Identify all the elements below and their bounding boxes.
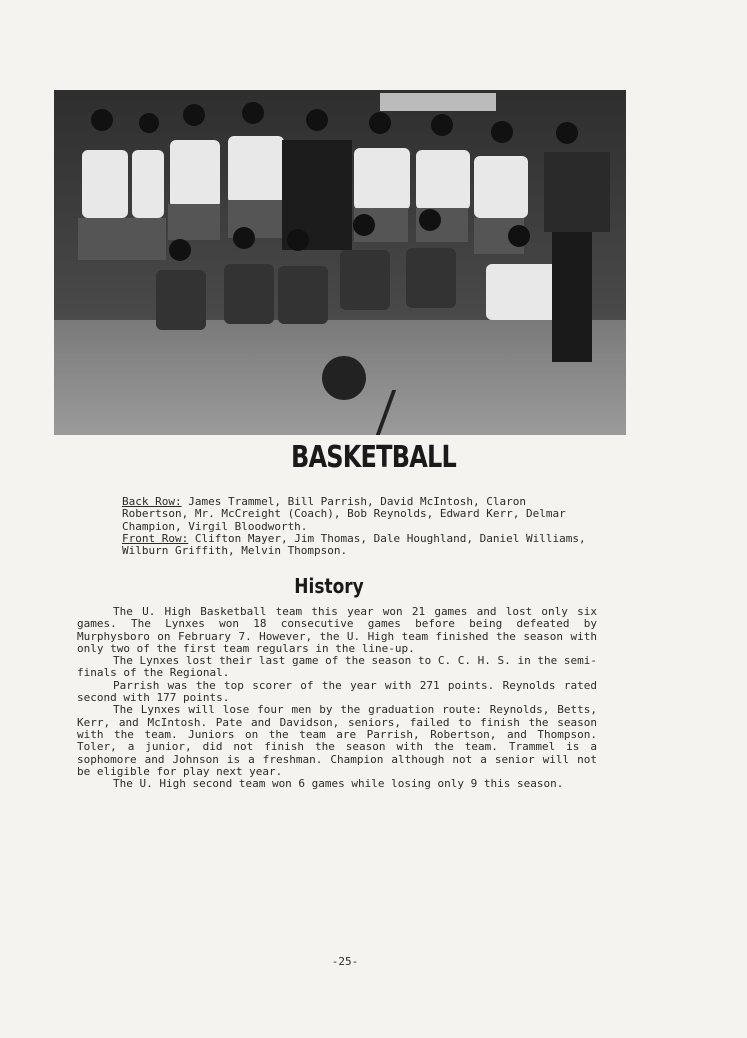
front-row-names: Clifton Mayer, Jim Thomas, Dale Houghland, Daniel Williams, Wilburn Griffith, Melvin Thompson. bbox=[122, 531, 586, 558]
page-title: BASKETBALL bbox=[291, 440, 456, 475]
team-photo bbox=[54, 90, 626, 435]
history-paragraph: Parrish was the top scorer of the year with 271 points. Reynolds rated second with 177 points. bbox=[77, 678, 597, 705]
history-paragraph: The U. High second team won 6 games while losing only 9 this season. bbox=[113, 777, 564, 791]
front-row-label: Front Row: bbox=[122, 531, 189, 545]
players-illustration bbox=[54, 90, 626, 435]
history-body bbox=[77, 606, 597, 790]
history-paragraph: The Lynxes lost their last game of the season to C. C. H. S. in the semi-finals of the Regional. bbox=[77, 654, 597, 680]
history-paragraph: The Lynxes will lose four men by the graduation route: Reynolds, Betts, Kerr, and McIntosh. Pate and Davidson, seniors, failed to finish the season with the team. Juniors on the team are Parrish, Robertson, and Thompson. Toler, a junior, did not finish the season with the team. Trammel is a sophomore and Johnson is a freshman. Champion although not a senior will not be eligible for play next year. bbox=[77, 703, 597, 778]
history-paragraph: The U. High Basketball team this year won 21 games and lost only six games. The Lynxes won 18 consecutive games before being defeated by Murphysboro on February 7. However, the U. High team finished the season with only two of the first team regulars in the line-up. bbox=[77, 605, 597, 655]
history-heading: History bbox=[294, 574, 364, 598]
page-number: -25- bbox=[331, 955, 359, 968]
back-row-label: Back Row: bbox=[122, 495, 182, 508]
back-row-names: James Trammel, Bill Parrish, David McIntosh, Claron Robertson, Mr. McCreight (Coach), Bob Reynolds, Edward Kerr, Delmar Champion, Virgil Bloodworth. bbox=[122, 495, 566, 533]
photo-caption bbox=[122, 496, 592, 557]
